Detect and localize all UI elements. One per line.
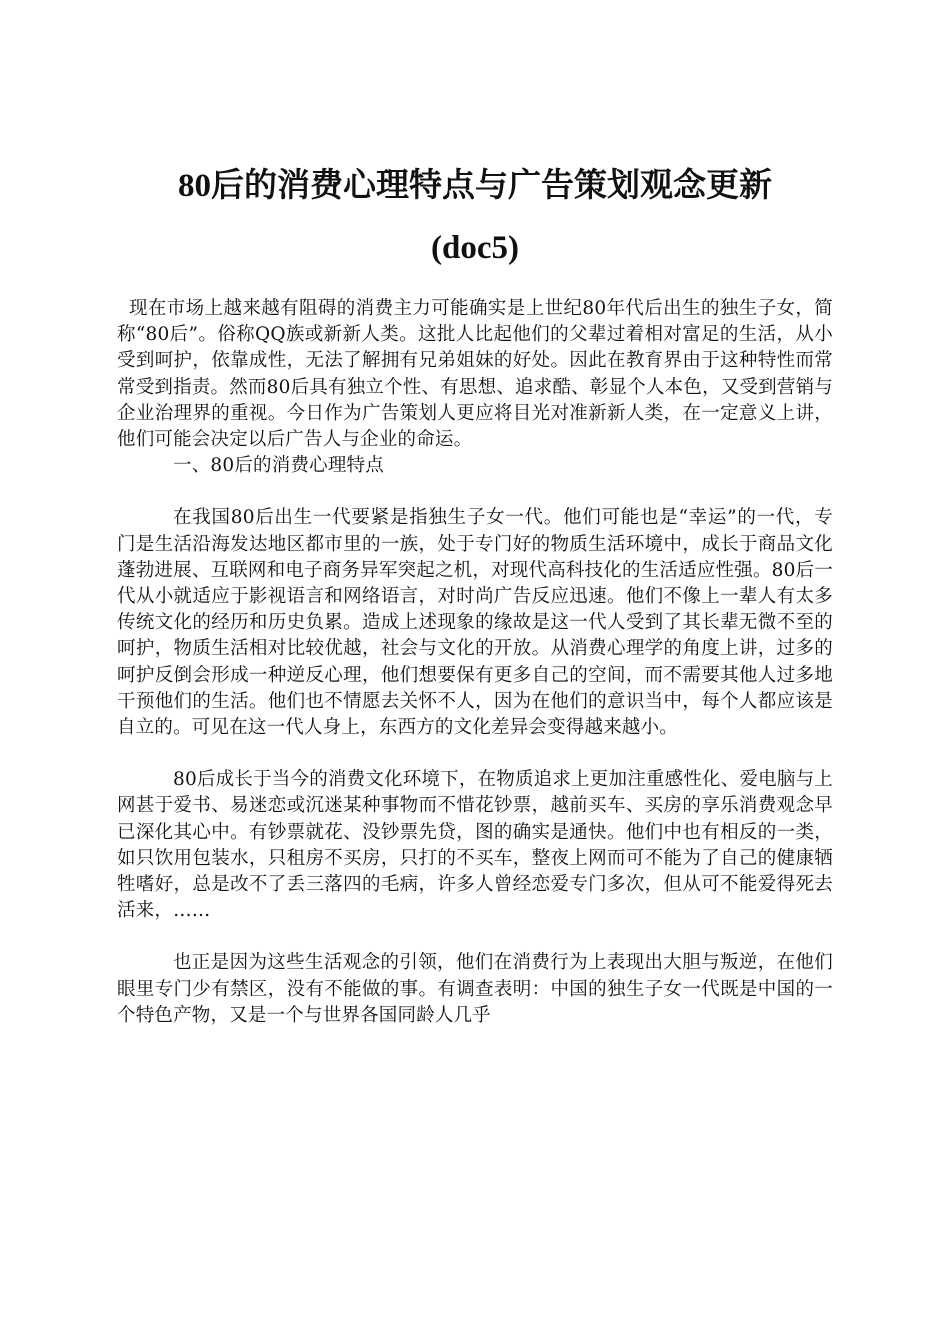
document-title-suffix: (doc5) bbox=[431, 230, 519, 266]
paragraph-consumption: 80后成长于当今的消费文化环境下，在物质追求上更加注重感性化、爱电脑与上网甚于爱书、易迷恋或沉迷某种事物而不惜花钞票，越前买车、买房的享乐消费观念早已深化其心中。有钞票就花、没钞票先贷，图的确实是通快。他们中也有相反的一类，如只饮用包装水，只租房不买房，只打的不买车，整夜上网而可不能为了自己的健康牺牲嗜好，总是改不了丢三落四的毛病，许多人曾经恋爱专门多次，但从可不能爱得死去活来，…… bbox=[117, 769, 833, 922]
paragraph-spacer bbox=[117, 924, 833, 950]
paragraph-behavior: 也正是因为这些生活观念的引领，他们在消费行为上表现出大胆与叛逆，在他们眼里专门少有禁区，没有不能做的事。有调查表明：中国的独生子女一代既是中国的一个特色产物，又是一个与世界各国同龄人几乎 bbox=[117, 952, 833, 1026]
paragraph-spacer bbox=[117, 741, 833, 767]
document-title: 80后的消费心理特点与广告策划观念更新 bbox=[178, 168, 772, 204]
paragraph-generation: 在我国80后出生一代要紧是指独生子女一代。他们可能也是“幸运”的一代，专门是生活沿海发达地区都市里的一族，处于专门好的物质生活环境中，成长于商品文化蓬勃进展、互联网和电子商务异军突起之机，对现代高科技化的生活适应性强。80后一代从小就适应于影视语言和网络语言，对时尚广告反应迅速。他们不像上一辈人有太多传统文化的经历和历史负累。造成上述现象的缘故是这一代人受到了其长辈无微不至的呵护，物质生活相对比较优越，社会与文化的开放。从消费心理学的角度上讲，过多的呵护反倒会形成一种逆反心理，他们想要保有更多自己的空间，而不需要其他人过多地干预他们的生活。他们也不情愿去关怀不人，因为在他们的意识当中，每个人都应该是自立的。可见在这一代人身上，东西方的文化差异会变得越来越小。 bbox=[117, 507, 834, 739]
section-heading: 一、80后的消费心理特点 bbox=[173, 455, 384, 477]
paragraph-intro: 现在市场上越来越有阻碍的消费主力可能确实是上世纪80年代后出生的独生子女，简称“80后”。俗称QQ族或新新人类。这批人比起他们的父辈过着相对富足的生活，从小受到呵护，依靠成性，无法了解拥有兄弟姐妹的好处。因此在教育界由于这种特性而常常受到指责。然而80后具有独立个性、有思想、追求酷、彰显个人本色，又受到营销与企业治理界的重视。今日作为广告策划人更应将目光对准新新人类，在一定意义上讲，他们可能会决定以后广告人与企业的命运。 bbox=[117, 298, 833, 451]
paragraph-spacer bbox=[117, 479, 833, 505]
document-body bbox=[117, 296, 833, 1029]
